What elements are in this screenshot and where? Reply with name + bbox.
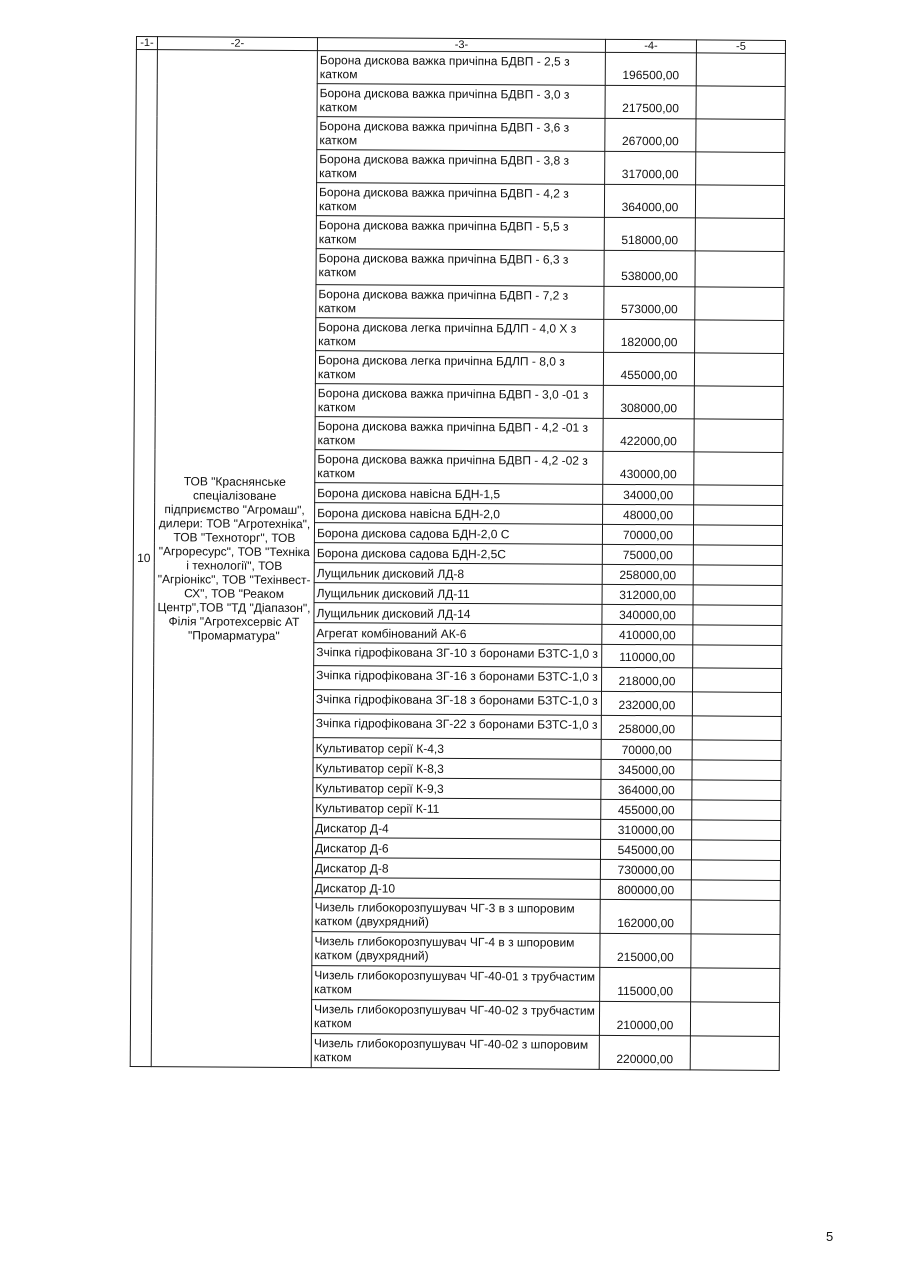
item-price: 310000,00 [601, 819, 692, 840]
item-price: 317000,00 [605, 151, 696, 185]
empty-cell [693, 585, 782, 606]
item-price: 364000,00 [601, 779, 692, 800]
item-price: 215000,00 [600, 933, 691, 968]
table-row [136, 50, 785, 87]
item-name: Культиватор серії К-11 [313, 798, 601, 820]
item-price: 218000,00 [602, 667, 693, 692]
item-name: Дискатор Д-8 [312, 858, 600, 880]
item-name: Борона дискова важка причіпна БДВП - 4,2 з катком [316, 183, 604, 218]
item-name: Борона дискова навісна БДН-1,5 [315, 483, 603, 505]
item-name: Дискатор Д-4 [313, 818, 601, 840]
item-name: Борона дискова важка причіпна БДВП - 3,8 з катком [317, 150, 605, 185]
empty-cell [695, 320, 784, 354]
empty-cell [690, 1002, 779, 1037]
empty-cell [694, 353, 783, 387]
item-name: Зчіпка гідрофікована ЗГ-10 з боронами БЗТС-1,0 з [314, 643, 602, 668]
empty-cell [695, 251, 784, 288]
empty-cell [691, 860, 780, 881]
empty-cell [695, 185, 784, 219]
item-name: Чизель глибокорозпушувач ЧГ-40-02 з трубчастим катком [311, 1000, 599, 1036]
item-name: Чизель глибокорозпушувач ЧГ-4 в з шпоровим катком (двухрядний) [312, 932, 600, 968]
item-name: Борона дискова садова БДН-2,5С [314, 543, 602, 565]
empty-cell [692, 740, 781, 761]
item-price: 545000,00 [600, 839, 691, 860]
item-price: 115000,00 [600, 967, 691, 1002]
empty-cell [692, 780, 781, 801]
empty-cell [692, 800, 781, 821]
empty-cell [694, 452, 783, 486]
item-price: 518000,00 [604, 217, 695, 251]
item-price: 220000,00 [599, 1035, 690, 1070]
item-price: 364000,00 [604, 184, 695, 218]
empty-cell [693, 625, 782, 646]
item-name: Дискатор Д-10 [312, 878, 600, 900]
empty-cell [695, 218, 784, 252]
column-header-3: -3- [317, 38, 605, 53]
item-price: 410000,00 [602, 624, 693, 645]
item-name: Зчіпка гідрофікована ЗГ-22 з боронами БЗТС-1,0 з [313, 714, 601, 740]
item-price: 232000,00 [601, 691, 692, 716]
item-price: 110000,00 [602, 644, 693, 668]
item-name: Чизель глибокорозпушувач ЧГ-3 в з шпоровим катком (двухрядний) [312, 898, 600, 934]
empty-cell [691, 900, 780, 935]
empty-cell [696, 86, 785, 120]
item-price: 258000,00 [601, 715, 692, 740]
item-price: 162000,00 [600, 899, 691, 934]
item-name: Чизель глибокорозпушувач ЧГ-40-02 з шпоровим катком [311, 1034, 599, 1070]
item-name: Дискатор Д-6 [312, 838, 600, 860]
empty-cell [694, 386, 783, 420]
item-price: 196500,00 [605, 52, 696, 86]
item-price: 70000,00 [601, 739, 692, 760]
item-price: 573000,00 [604, 286, 695, 320]
item-name: Агрегат комбінований АК-6 [314, 623, 602, 645]
item-price: 340000,00 [602, 604, 693, 625]
item-name: Борона дискова легка причіпна БДЛП - 4,0 Х з катком [316, 318, 604, 353]
empty-cell [696, 53, 785, 87]
empty-cell [692, 716, 781, 741]
empty-cell [691, 840, 780, 861]
empty-cell [694, 505, 783, 526]
item-name: Борона дискова навісна БДН-2,0 [315, 503, 603, 525]
column-header-2: -2- [157, 37, 317, 51]
empty-cell [694, 485, 783, 506]
empty-cell [693, 668, 782, 693]
empty-cell [690, 1036, 779, 1071]
item-name: Борона дискова важка причіпна БДВП - 2,5 з катком [317, 51, 605, 86]
empty-cell [692, 820, 781, 841]
item-price: 308000,00 [603, 385, 694, 419]
item-name: Лущильник дисковий ЛД-8 [314, 563, 602, 585]
item-price: 538000,00 [604, 250, 695, 287]
empty-cell [693, 605, 782, 626]
page-number: 5 [826, 1229, 834, 1244]
item-price: 70000,00 [602, 524, 693, 545]
column-header-4: -4- [605, 39, 696, 53]
item-price: 312000,00 [602, 584, 693, 605]
item-name: Чизель глибокорозпушувач ЧГ-40-01 з трубчастим катком [312, 966, 600, 1002]
item-price: 258000,00 [602, 564, 693, 585]
item-name: Борона дискова легка причіпна БДЛП - 8,0 з катком [315, 351, 603, 386]
item-price: 430000,00 [603, 451, 694, 485]
item-name: Борона дискова важка причіпна БДВП - 3,0 з катком [317, 84, 605, 119]
item-name: Борона дискова важка причіпна БДВП - 3,6 з катком [317, 117, 605, 152]
item-price: 455000,00 [601, 799, 692, 820]
empty-cell [693, 645, 782, 669]
item-name: Борона дискова садова БДН-2,0 С [314, 523, 602, 545]
item-name: Борона дискова важка причіпна БДВП - 4,2 -01 з катком [315, 417, 603, 452]
empty-cell [695, 287, 784, 321]
item-name: Культиватор серії К-8,3 [313, 758, 601, 780]
item-name: Лущильник дисковий ЛД-14 [314, 603, 602, 625]
item-name: Борона дискова важка причіпна БДВП - 7,2 з катком [316, 285, 604, 320]
empty-cell [692, 692, 781, 717]
item-price: 210000,00 [599, 1001, 690, 1036]
price-table [130, 36, 786, 1071]
item-price: 800000,00 [600, 879, 691, 900]
item-price: 217500,00 [605, 85, 696, 119]
item-price: 345000,00 [601, 759, 692, 780]
item-price: 48000,00 [603, 504, 694, 525]
item-name: Борона дискова важка причіпна БДВП - 3,0 -01 з катком [315, 384, 603, 419]
empty-cell [691, 880, 780, 901]
row-number: 10 [130, 50, 157, 1067]
item-name: Лущильник дисковий ЛД-11 [314, 583, 602, 605]
item-name: Борона дискова важка причіпна БДВП - 4,2 -02 з катком [315, 450, 603, 485]
column-header-1: -1- [136, 37, 157, 50]
empty-cell [696, 119, 785, 153]
item-price: 455000,00 [603, 352, 694, 386]
item-price: 267000,00 [605, 118, 696, 152]
empty-cell [692, 760, 781, 781]
item-name: Зчіпка гідрофікована ЗГ-16 з боронами БЗТС-1,0 з [314, 666, 602, 692]
empty-cell [693, 525, 782, 546]
item-price: 730000,00 [600, 859, 691, 880]
empty-cell [693, 545, 782, 566]
supplier-cell: ТОВ "Краснянське спеціалізоване підприємство "Агромаш", дилери: ТОВ "Агротехніка", ТОВ "Техноторг", ТОВ "Агроресурс", ТОВ "Техніка і технології", ТОВ "Агріонікс", ТОВ "Техінвест-СХ", ТОВ "Реаком Центр",ТОВ "ТД "Діапазон", Філія "Агротехсервіс АТ "Промарматура" [151, 50, 317, 1068]
item-price: 75000,00 [602, 544, 693, 565]
column-header-5: -5 [696, 40, 785, 54]
item-price: 422000,00 [603, 418, 694, 452]
empty-cell [694, 419, 783, 453]
item-name: Культиватор серії К-9,3 [313, 778, 601, 800]
empty-cell [691, 934, 780, 969]
item-name: Культиватор серії К-4,3 [313, 738, 601, 760]
item-name: Борона дискова важка причіпна БДВП - 5,5 з катком [316, 216, 604, 251]
item-name: Борона дискова важка причіпна БДВП - 6,3 з катком [316, 249, 604, 287]
empty-cell [696, 152, 785, 186]
item-price: 34000,00 [603, 484, 694, 505]
item-name: Зчіпка гідрофікована ЗГ-18 з боронами БЗТС-1,0 з [313, 690, 601, 716]
empty-cell [691, 968, 780, 1003]
empty-cell [693, 565, 782, 586]
item-price: 182000,00 [604, 319, 695, 353]
